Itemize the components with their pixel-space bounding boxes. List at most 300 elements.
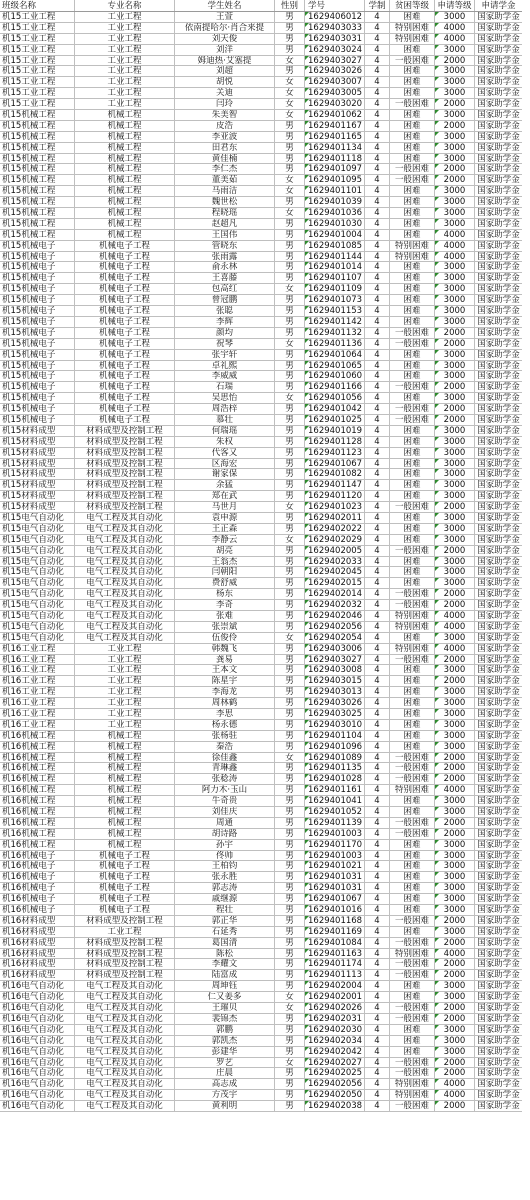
- student-id-cell[interactable]: 1629403020: [305, 99, 365, 109]
- amount-cell[interactable]: 3000: [435, 927, 475, 937]
- grant-cell[interactable]: 国家助学金: [477, 698, 520, 708]
- class-cell[interactable]: 机15机械电子: [0, 262, 75, 272]
- class-cell[interactable]: 机16工业工程: [0, 687, 75, 697]
- class-cell[interactable]: 机15电气自动化: [0, 578, 75, 588]
- grant-cell[interactable]: 国家助学金: [477, 752, 520, 763]
- amount-cell[interactable]: 4000: [435, 644, 475, 654]
- years-cell[interactable]: 4: [365, 132, 390, 142]
- name-cell[interactable]: 戚继源: [175, 894, 275, 904]
- poverty-level-cell[interactable]: 困难: [390, 459, 435, 469]
- major-cell[interactable]: 机械工程: [75, 154, 175, 164]
- poverty-level-cell[interactable]: 困难: [390, 905, 435, 915]
- student-id-cell[interactable]: 1629402042: [305, 1047, 365, 1057]
- gender-cell[interactable]: 男: [275, 1090, 305, 1100]
- grant-cell[interactable]: 国家助学金: [477, 839, 520, 850]
- student-id-cell[interactable]: 1629403006: [305, 644, 365, 654]
- student-id-cell[interactable]: 1629401096: [305, 742, 365, 752]
- years-cell[interactable]: 4: [365, 546, 390, 556]
- name-cell[interactable]: 程壮: [175, 905, 275, 915]
- student-id-cell[interactable]: 1629401120: [305, 491, 365, 501]
- grant-cell[interactable]: 国家助学金: [477, 447, 520, 458]
- gender-cell[interactable]: 女: [275, 284, 305, 294]
- major-cell[interactable]: 材料成型及控制工程: [75, 491, 175, 501]
- name-cell[interactable]: 马世月: [175, 502, 275, 512]
- amount-cell[interactable]: 3000: [435, 1025, 475, 1035]
- amount-cell[interactable]: 3000: [435, 306, 475, 316]
- name-cell[interactable]: 佟帅: [175, 851, 275, 861]
- name-cell[interactable]: 区海宏: [175, 459, 275, 469]
- major-cell[interactable]: 电气工程及其自动化: [75, 1036, 175, 1046]
- class-cell[interactable]: 机15电气自动化: [0, 600, 75, 610]
- gender-cell[interactable]: 男: [275, 927, 305, 937]
- grant-cell[interactable]: 国家助学金: [477, 262, 520, 273]
- years-cell[interactable]: 4: [365, 753, 390, 763]
- student-id-cell[interactable]: 1629401128: [305, 437, 365, 447]
- major-cell[interactable]: 工业工程: [75, 655, 175, 665]
- gender-cell[interactable]: 男: [275, 938, 305, 948]
- years-cell[interactable]: 4: [365, 687, 390, 697]
- class-cell[interactable]: 机16机械电子: [0, 905, 75, 915]
- name-cell[interactable]: 俞永林: [175, 262, 275, 272]
- major-cell[interactable]: 机械电子工程: [75, 350, 175, 360]
- major-cell[interactable]: 机械电子工程: [75, 851, 175, 861]
- grant-cell[interactable]: 国家助学金: [477, 1035, 520, 1046]
- major-cell[interactable]: 电气工程及其自动化: [75, 589, 175, 599]
- major-cell[interactable]: 机械电子工程: [75, 894, 175, 904]
- poverty-level-cell[interactable]: 特别困难: [390, 949, 435, 959]
- gender-cell[interactable]: 男: [275, 1036, 305, 1046]
- major-cell[interactable]: 机械电子工程: [75, 883, 175, 893]
- class-cell[interactable]: 机16材料成型: [0, 916, 75, 926]
- poverty-level-cell[interactable]: 特别困难: [390, 23, 435, 33]
- name-cell[interactable]: 阿力木·玉山: [175, 785, 275, 795]
- grant-cell[interactable]: 国家助学金: [477, 643, 520, 654]
- poverty-level-cell[interactable]: 特别困难: [390, 644, 435, 654]
- student-id-cell[interactable]: 1629401168: [305, 916, 365, 926]
- class-cell[interactable]: 机15机械电子: [0, 361, 75, 371]
- gender-cell[interactable]: 男: [275, 676, 305, 686]
- major-cell[interactable]: 机械工程: [75, 785, 175, 795]
- gender-cell[interactable]: 男: [275, 219, 305, 229]
- grant-cell[interactable]: 国家助学金: [477, 828, 520, 839]
- amount-cell[interactable]: 2000: [435, 1068, 475, 1078]
- grant-cell[interactable]: 国家助学金: [477, 491, 520, 502]
- amount-cell[interactable]: 3000: [435, 709, 475, 719]
- student-id-cell[interactable]: 1629406012: [305, 12, 365, 22]
- gender-cell[interactable]: 男: [275, 513, 305, 523]
- poverty-level-cell[interactable]: 困难: [390, 687, 435, 697]
- name-cell[interactable]: 黄佳楠: [175, 154, 275, 164]
- amount-cell[interactable]: 3000: [435, 480, 475, 490]
- name-cell[interactable]: 李威威: [175, 371, 275, 381]
- poverty-level-cell[interactable]: 一般困难: [390, 818, 435, 828]
- years-cell[interactable]: 4: [365, 382, 390, 392]
- poverty-level-cell[interactable]: 困难: [390, 186, 435, 196]
- major-cell[interactable]: 机械电子工程: [75, 262, 175, 272]
- gender-cell[interactable]: 男: [275, 295, 305, 305]
- poverty-level-cell[interactable]: 一般困难: [390, 1058, 435, 1068]
- poverty-level-cell[interactable]: 困难: [390, 665, 435, 675]
- gender-cell[interactable]: 女: [275, 99, 305, 109]
- gender-cell[interactable]: 女: [275, 393, 305, 403]
- years-cell[interactable]: 4: [365, 1036, 390, 1046]
- amount-cell[interactable]: 3000: [435, 992, 475, 1002]
- major-cell[interactable]: 电气工程及其自动化: [75, 1047, 175, 1057]
- years-cell[interactable]: 4: [365, 774, 390, 784]
- grant-cell[interactable]: 国家助学金: [477, 414, 520, 425]
- gender-cell[interactable]: 女: [275, 1058, 305, 1068]
- class-cell[interactable]: 机16电气自动化: [0, 1014, 75, 1024]
- name-cell[interactable]: 王正森: [175, 524, 275, 534]
- class-cell[interactable]: 机15工业工程: [0, 34, 75, 44]
- poverty-level-cell[interactable]: 困难: [390, 371, 435, 381]
- class-cell[interactable]: 机15工业工程: [0, 56, 75, 66]
- student-id-cell[interactable]: 1629403010: [305, 720, 365, 730]
- gender-cell[interactable]: 男: [275, 1025, 305, 1035]
- name-cell[interactable]: 石延秀: [175, 927, 275, 937]
- grant-cell[interactable]: 国家助学金: [477, 523, 520, 534]
- poverty-level-cell[interactable]: 特别困难: [390, 611, 435, 621]
- student-id-cell[interactable]: 1629401004: [305, 230, 365, 240]
- class-cell[interactable]: 机15材料成型: [0, 448, 75, 458]
- student-id-cell[interactable]: 1629401089: [305, 753, 365, 763]
- major-cell[interactable]: 电气工程及其自动化: [75, 1058, 175, 1068]
- poverty-level-cell[interactable]: 一般困难: [390, 774, 435, 784]
- name-cell[interactable]: 刘天俊: [175, 34, 275, 44]
- amount-cell[interactable]: 2000: [435, 164, 475, 174]
- years-cell[interactable]: 4: [365, 622, 390, 632]
- gender-cell[interactable]: 男: [275, 121, 305, 131]
- major-cell[interactable]: 机械工程: [75, 230, 175, 240]
- class-cell[interactable]: 机15电气自动化: [0, 513, 75, 523]
- name-cell[interactable]: 胡亮: [175, 546, 275, 556]
- gender-cell[interactable]: 女: [275, 88, 305, 98]
- amount-cell[interactable]: 3000: [435, 459, 475, 469]
- grant-cell[interactable]: 国家助学金: [477, 992, 520, 1003]
- grant-cell[interactable]: 国家助学金: [477, 349, 520, 360]
- grant-cell[interactable]: 国家助学金: [477, 404, 520, 414]
- amount-cell[interactable]: 3000: [435, 731, 475, 741]
- amount-cell[interactable]: 3000: [435, 317, 475, 327]
- years-cell[interactable]: 4: [365, 524, 390, 534]
- student-id-cell[interactable]: 1629401104: [305, 731, 365, 741]
- years-cell[interactable]: 4: [365, 938, 390, 948]
- grant-cell[interactable]: 国家助学金: [477, 480, 520, 491]
- years-cell[interactable]: 4: [365, 611, 390, 621]
- years-cell[interactable]: 4: [365, 829, 390, 839]
- gender-cell[interactable]: 男: [275, 872, 305, 882]
- gender-cell[interactable]: 男: [275, 241, 305, 251]
- amount-cell[interactable]: 3000: [435, 448, 475, 458]
- poverty-level-cell[interactable]: 特别困难: [390, 241, 435, 251]
- name-cell[interactable]: 董美茹: [175, 175, 275, 185]
- amount-cell[interactable]: 2000: [435, 818, 475, 828]
- student-id-cell[interactable]: 1629401065: [305, 361, 365, 371]
- amount-cell[interactable]: 3000: [435, 66, 475, 76]
- grant-cell[interactable]: 国家助学金: [477, 360, 520, 371]
- years-cell[interactable]: 4: [365, 45, 390, 55]
- class-cell[interactable]: 机15机械电子: [0, 371, 75, 381]
- name-cell[interactable]: 关迪: [175, 88, 275, 98]
- years-cell[interactable]: 4: [365, 186, 390, 196]
- grant-cell[interactable]: 国家助学金: [477, 425, 520, 436]
- name-cell[interactable]: 石瑞: [175, 382, 275, 392]
- student-id-cell[interactable]: 1629402033: [305, 557, 365, 567]
- name-cell[interactable]: 庄晨: [175, 1068, 275, 1078]
- grant-cell[interactable]: 国家助学金: [477, 77, 520, 88]
- class-cell[interactable]: 机16电气自动化: [0, 992, 75, 1002]
- gender-cell[interactable]: 男: [275, 742, 305, 752]
- grant-cell[interactable]: 国家助学金: [477, 589, 520, 600]
- grant-cell[interactable]: 国家助学金: [477, 926, 520, 937]
- poverty-level-cell[interactable]: 一般困难: [390, 164, 435, 174]
- major-cell[interactable]: 材料成型及控制工程: [75, 502, 175, 512]
- poverty-level-cell[interactable]: 困难: [390, 992, 435, 1002]
- poverty-level-cell[interactable]: 困难: [390, 132, 435, 142]
- name-cell[interactable]: 龚易: [175, 655, 275, 665]
- class-cell[interactable]: 机16电气自动化: [0, 1047, 75, 1057]
- student-id-cell[interactable]: 1629403033: [305, 23, 365, 33]
- grant-cell[interactable]: 国家助学金: [477, 229, 520, 240]
- grant-cell[interactable]: 国家助学金: [477, 1079, 520, 1090]
- poverty-level-cell[interactable]: 一般困难: [390, 938, 435, 948]
- major-cell[interactable]: 机械工程: [75, 774, 175, 784]
- amount-cell[interactable]: 2000: [435, 938, 475, 948]
- amount-cell[interactable]: 3000: [435, 12, 475, 22]
- class-cell[interactable]: 机16机械电子: [0, 883, 75, 893]
- name-cell[interactable]: 王璀贝: [175, 1003, 275, 1013]
- name-cell[interactable]: 刘佳庆: [175, 807, 275, 817]
- grant-cell[interactable]: 国家助学金: [477, 741, 520, 752]
- grant-cell[interactable]: 国家助学金: [477, 959, 520, 970]
- class-cell[interactable]: 机16工业工程: [0, 644, 75, 654]
- name-cell[interactable]: 周林鹤: [175, 698, 275, 708]
- class-cell[interactable]: 机15机械电子: [0, 415, 75, 425]
- gender-cell[interactable]: 男: [275, 143, 305, 153]
- poverty-level-cell[interactable]: 特别困难: [390, 622, 435, 632]
- poverty-level-cell[interactable]: 困难: [390, 361, 435, 371]
- class-cell[interactable]: 机16工业工程: [0, 655, 75, 665]
- years-cell[interactable]: 4: [365, 796, 390, 806]
- name-cell[interactable]: 朱美智: [175, 110, 275, 120]
- student-id-cell[interactable]: 1629401166: [305, 382, 365, 392]
- gender-cell[interactable]: 男: [275, 665, 305, 675]
- class-cell[interactable]: 机16机械工程: [0, 829, 75, 839]
- name-cell[interactable]: 杨东: [175, 589, 275, 599]
- poverty-level-cell[interactable]: 一般困难: [390, 175, 435, 185]
- student-id-cell[interactable]: 1629401073: [305, 295, 365, 305]
- name-cell[interactable]: 高志成: [175, 1079, 275, 1089]
- gender-cell[interactable]: 男: [275, 622, 305, 632]
- name-cell[interactable]: 姆迪热·艾塞提: [175, 56, 275, 66]
- class-cell[interactable]: 机15机械工程: [0, 186, 75, 196]
- name-cell[interactable]: 闫朝阳: [175, 567, 275, 577]
- student-id-cell[interactable]: 1629403026: [305, 66, 365, 76]
- amount-cell[interactable]: 2000: [435, 676, 475, 686]
- amount-cell[interactable]: 3000: [435, 742, 475, 752]
- major-cell[interactable]: 电气工程及其自动化: [75, 611, 175, 621]
- student-id-cell[interactable]: 1629401167: [305, 121, 365, 131]
- student-id-cell[interactable]: 1629401139: [305, 818, 365, 828]
- grant-cell[interactable]: 国家助学金: [477, 208, 520, 218]
- student-id-cell[interactable]: 1629402031: [305, 1014, 365, 1024]
- poverty-level-cell[interactable]: 困难: [390, 230, 435, 240]
- major-cell[interactable]: 材料成型及控制工程: [75, 938, 175, 948]
- name-cell[interactable]: 青琳鑫: [175, 763, 275, 773]
- amount-cell[interactable]: 3000: [435, 186, 475, 196]
- gender-cell[interactable]: 男: [275, 1047, 305, 1057]
- student-id-cell[interactable]: 1629403027: [305, 655, 365, 665]
- poverty-level-cell[interactable]: 困难: [390, 350, 435, 360]
- grant-cell[interactable]: 国家助学金: [477, 600, 520, 610]
- amount-cell[interactable]: 4000: [435, 23, 475, 33]
- poverty-level-cell[interactable]: 困难: [390, 709, 435, 719]
- poverty-level-cell[interactable]: 困难: [390, 197, 435, 207]
- gender-cell[interactable]: 男: [275, 1101, 305, 1111]
- student-id-cell[interactable]: 1629401030: [305, 219, 365, 229]
- name-cell[interactable]: 张聪: [175, 306, 275, 316]
- gender-cell[interactable]: 男: [275, 350, 305, 360]
- amount-cell[interactable]: 3000: [435, 905, 475, 915]
- major-cell[interactable]: 电气工程及其自动化: [75, 578, 175, 588]
- years-cell[interactable]: 4: [365, 731, 390, 741]
- poverty-level-cell[interactable]: 困难: [390, 557, 435, 567]
- years-cell[interactable]: 4: [365, 600, 390, 610]
- grant-cell[interactable]: 国家助学金: [477, 872, 520, 883]
- student-id-cell[interactable]: 1629401153: [305, 306, 365, 316]
- years-cell[interactable]: 4: [365, 959, 390, 969]
- amount-cell[interactable]: 3000: [435, 491, 475, 501]
- years-cell[interactable]: 4: [365, 371, 390, 381]
- major-cell[interactable]: 机械工程: [75, 197, 175, 207]
- years-cell[interactable]: 4: [365, 197, 390, 207]
- name-cell[interactable]: 包高红: [175, 284, 275, 294]
- gender-cell[interactable]: 女: [275, 208, 305, 218]
- years-cell[interactable]: 4: [365, 872, 390, 882]
- amount-cell[interactable]: 3000: [435, 110, 475, 120]
- poverty-level-cell[interactable]: 困难: [390, 894, 435, 904]
- name-cell[interactable]: 张崇斌: [175, 622, 275, 632]
- class-cell[interactable]: 机15材料成型: [0, 502, 75, 512]
- name-cell[interactable]: 刘超: [175, 66, 275, 76]
- amount-cell[interactable]: 3000: [435, 796, 475, 806]
- poverty-level-cell[interactable]: 一般困难: [390, 1101, 435, 1111]
- gender-cell[interactable]: 男: [275, 230, 305, 240]
- gender-cell[interactable]: 男: [275, 709, 305, 719]
- years-cell[interactable]: 4: [365, 949, 390, 959]
- grant-cell[interactable]: 国家助学金: [477, 1046, 520, 1057]
- class-cell[interactable]: 机15工业工程: [0, 99, 75, 109]
- poverty-level-cell[interactable]: 困难: [390, 676, 435, 686]
- student-id-cell[interactable]: 1629401067: [305, 459, 365, 469]
- student-id-cell[interactable]: 1629401021: [305, 861, 365, 871]
- gender-cell[interactable]: 男: [275, 644, 305, 654]
- student-id-cell[interactable]: 1629401147: [305, 480, 365, 490]
- gender-cell[interactable]: 男: [275, 840, 305, 850]
- student-id-cell[interactable]: 1629402038: [305, 1101, 365, 1111]
- gender-cell[interactable]: 女: [275, 502, 305, 512]
- student-id-cell[interactable]: 1629401025: [305, 415, 365, 425]
- gender-cell[interactable]: 男: [275, 524, 305, 534]
- name-cell[interactable]: 赵超凡: [175, 219, 275, 229]
- class-cell[interactable]: 机15材料成型: [0, 459, 75, 469]
- class-cell[interactable]: 机15机械工程: [0, 110, 75, 120]
- poverty-level-cell[interactable]: 一般困难: [390, 546, 435, 556]
- years-cell[interactable]: 4: [365, 230, 390, 240]
- student-id-cell[interactable]: 1629401003: [305, 829, 365, 839]
- grant-cell[interactable]: 国家助学金: [477, 861, 520, 872]
- amount-cell[interactable]: 2000: [435, 1003, 475, 1013]
- gender-cell[interactable]: 男: [275, 426, 305, 436]
- name-cell[interactable]: 胡诗路: [175, 829, 275, 839]
- poverty-level-cell[interactable]: 困难: [390, 1025, 435, 1035]
- years-cell[interactable]: 4: [365, 175, 390, 185]
- class-cell[interactable]: 机16机械工程: [0, 774, 75, 784]
- major-cell[interactable]: 电气工程及其自动化: [75, 1068, 175, 1078]
- class-cell[interactable]: 机16机械电子: [0, 872, 75, 882]
- major-cell[interactable]: 机械工程: [75, 121, 175, 131]
- grant-cell[interactable]: 国家助学金: [477, 937, 520, 948]
- poverty-level-cell[interactable]: 困难: [390, 317, 435, 327]
- major-cell[interactable]: 材料成型及控制工程: [75, 970, 175, 980]
- class-cell[interactable]: 机16机械工程: [0, 742, 75, 752]
- major-cell[interactable]: 机械工程: [75, 164, 175, 174]
- poverty-level-cell[interactable]: 困难: [390, 77, 435, 87]
- years-cell[interactable]: 4: [365, 88, 390, 98]
- gender-cell[interactable]: 女: [275, 535, 305, 545]
- name-cell[interactable]: 程晓瑶: [175, 208, 275, 218]
- major-cell[interactable]: 材料成型及控制工程: [75, 959, 175, 969]
- major-cell[interactable]: 机械电子工程: [75, 371, 175, 381]
- amount-cell[interactable]: 3000: [435, 513, 475, 523]
- student-id-cell[interactable]: 1629403007: [305, 77, 365, 87]
- years-cell[interactable]: 4: [365, 77, 390, 87]
- gender-cell[interactable]: 男: [275, 361, 305, 371]
- amount-cell[interactable]: 4000: [435, 1079, 475, 1089]
- grant-cell[interactable]: 国家助学金: [477, 131, 520, 142]
- class-cell[interactable]: 机15机械电子: [0, 295, 75, 305]
- years-cell[interactable]: 4: [365, 1058, 390, 1068]
- student-id-cell[interactable]: 1629401031: [305, 872, 365, 882]
- gender-cell[interactable]: 男: [275, 459, 305, 469]
- name-cell[interactable]: 闫玲: [175, 99, 275, 109]
- class-cell[interactable]: 机15机械电子: [0, 328, 75, 338]
- class-cell[interactable]: 机15机械工程: [0, 164, 75, 174]
- amount-cell[interactable]: 2000: [435, 1101, 475, 1111]
- grant-cell[interactable]: 国家助学金: [477, 436, 520, 447]
- years-cell[interactable]: 4: [365, 927, 390, 937]
- major-cell[interactable]: 机械电子工程: [75, 284, 175, 294]
- name-cell[interactable]: 何瑞瑶: [175, 426, 275, 436]
- student-id-cell[interactable]: 1629401031: [305, 883, 365, 893]
- years-cell[interactable]: 4: [365, 916, 390, 926]
- grant-cell[interactable]: 国家助学金: [477, 534, 520, 545]
- major-cell[interactable]: 电气工程及其自动化: [75, 600, 175, 610]
- grant-cell[interactable]: 国家助学金: [477, 1068, 520, 1079]
- student-id-cell[interactable]: 1629401174: [305, 959, 365, 969]
- student-id-cell[interactable]: 1629401003: [305, 851, 365, 861]
- gender-cell[interactable]: 男: [275, 262, 305, 272]
- gender-cell[interactable]: 男: [275, 600, 305, 610]
- years-cell[interactable]: 4: [365, 763, 390, 773]
- major-cell[interactable]: 电气工程及其自动化: [75, 535, 175, 545]
- class-cell[interactable]: 机16电气自动化: [0, 1003, 75, 1013]
- student-id-cell[interactable]: 1629402029: [305, 535, 365, 545]
- years-cell[interactable]: 4: [365, 807, 390, 817]
- major-cell[interactable]: 工业工程: [75, 676, 175, 686]
- years-cell[interactable]: 4: [365, 655, 390, 665]
- years-cell[interactable]: 4: [365, 154, 390, 164]
